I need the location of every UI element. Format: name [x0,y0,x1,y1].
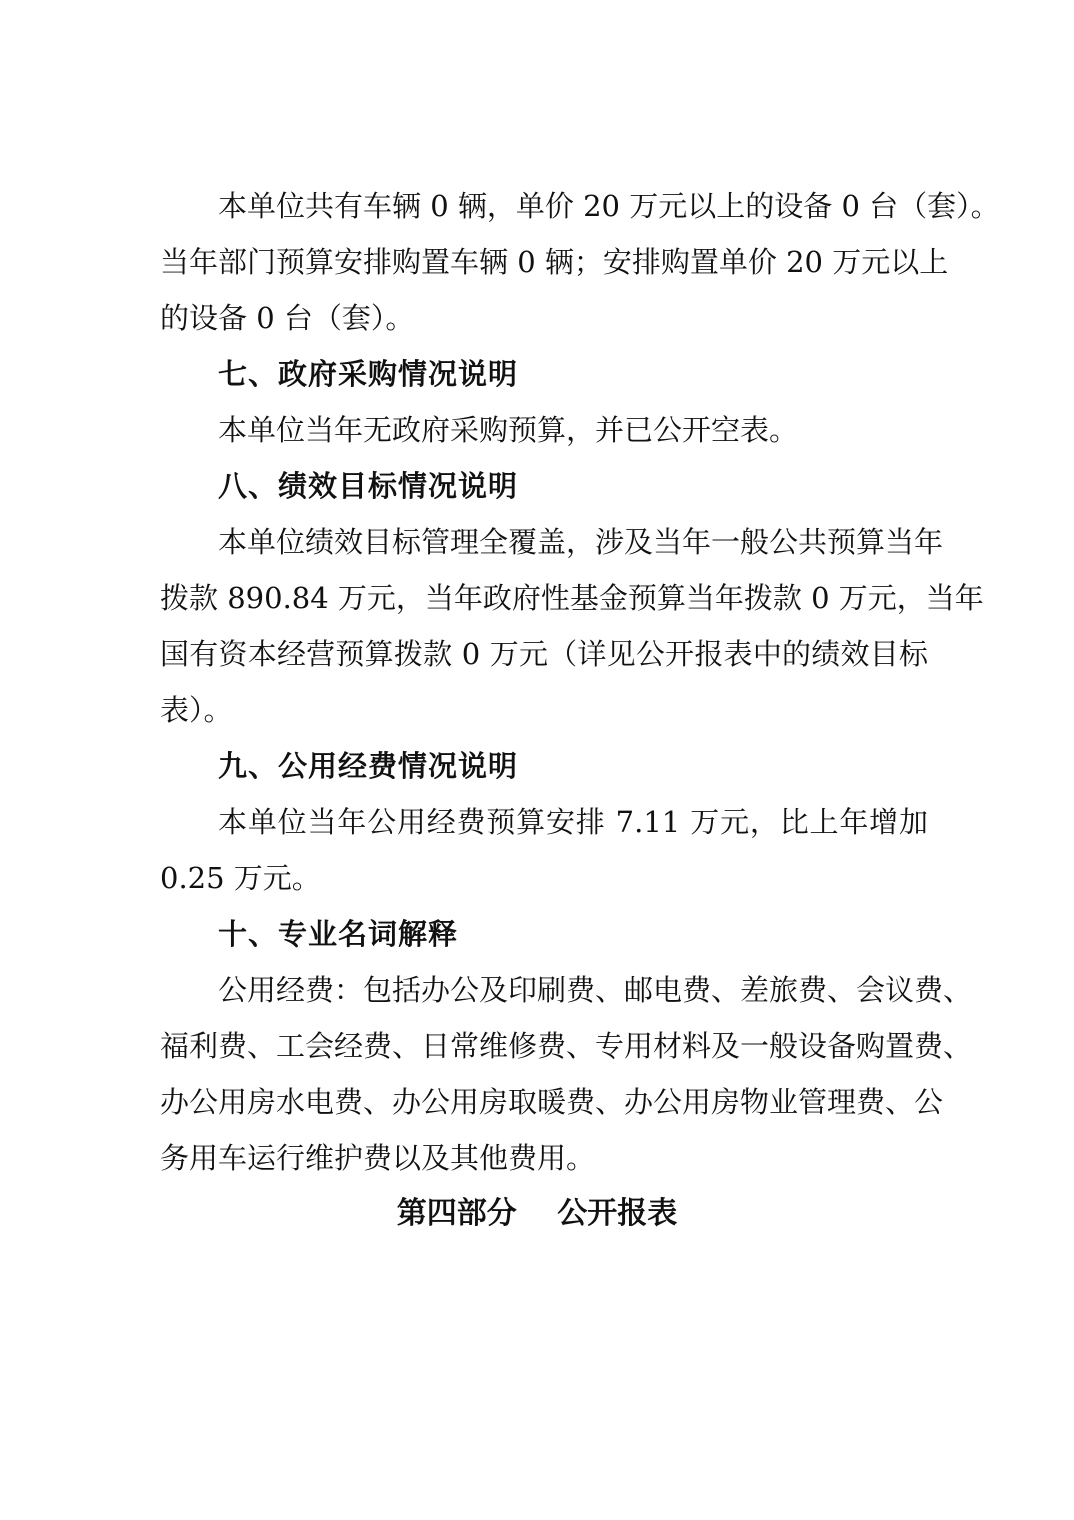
vehicles-line-2: 当年部门预算安排购置车辆 0 辆；安排购置单价 20 万元以上 [160,245,949,279]
public-funds-line-1: 本单位当年公用经费预算安排 7.11 万元，比上年增加 [218,805,928,839]
glossary-line-4: 务用车运行维护费以及其他费用。 [160,1141,596,1175]
part-title: 第四部分 公开报表 [396,1196,678,1231]
glossary-heading: 十、专业名词解释 [218,917,459,951]
glossary-line-3: 办公用房水电费、办公用房取暖费、办公用房物业管理费、公 [160,1085,944,1119]
procurement-heading: 七、政府采购情况说明 [218,357,519,391]
performance-line-1: 本单位绩效目标管理全覆盖，涉及当年一般公共预算当年 [218,525,944,559]
glossary-line-2: 福利费、工会经费、日常维修费、专用材料及一般设备购置费、 [160,1029,973,1063]
performance-line-3: 国有资本经营预算拨款 0 万元（详见公开报表中的绩效目标 [160,637,928,671]
performance-heading: 八、绩效目标情况说明 [218,469,519,503]
vehicles-line-1: 本单位共有车辆 0 辆，单价 20 万元以上的设备 0 台（套）。 [218,189,1000,223]
vehicles-line-3: 的设备 0 台（套）。 [160,301,415,335]
procurement-line-1: 本单位当年无政府采购预算，并已公开空表。 [218,413,799,447]
public-funds-line-2: 0.25 万元。 [160,861,321,895]
public-funds-heading: 九、公用经费情况说明 [218,749,519,783]
performance-line-4: 表）。 [160,693,233,727]
performance-line-2: 拨款 890.84 万元，当年政府性基金预算当年拨款 0 万元，当年 [160,581,984,615]
glossary-line-1: 公用经费：包括办公及印刷费、邮电费、差旅费、会议费、 [218,973,973,1007]
